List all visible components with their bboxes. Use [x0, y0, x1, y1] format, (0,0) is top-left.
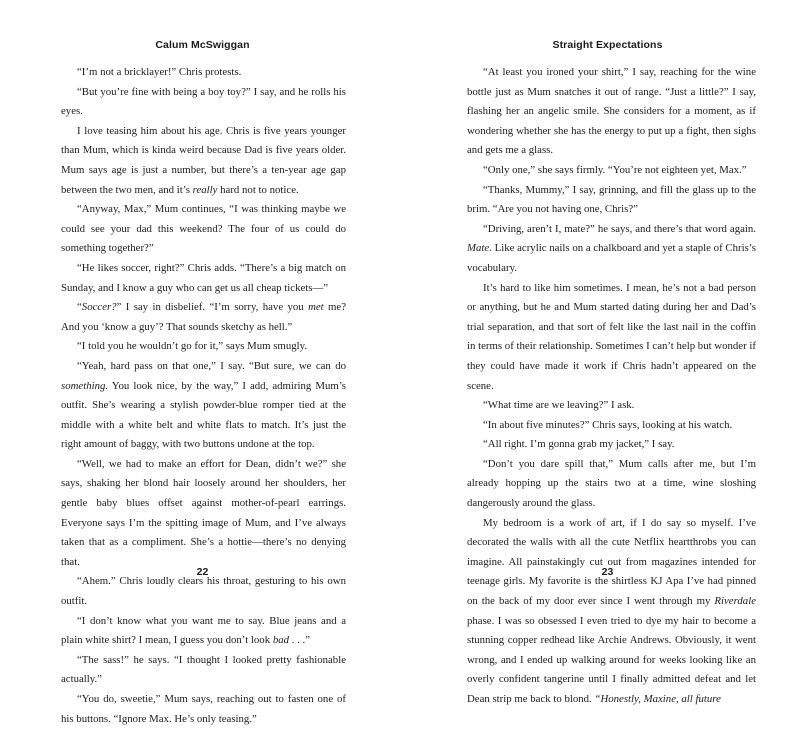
italic-text: Mate.: [467, 242, 492, 255]
body-paragraph: [61, 651, 346, 690]
body-paragraph: [61, 259, 346, 298]
text-run: “But you’re fine with being a boy toy?” I say, and he rolls his eyes.: [61, 85, 346, 118]
body-paragraph: [467, 181, 756, 220]
italic-text: bad: [272, 634, 290, 647]
body-paragraph: [61, 357, 346, 455]
body-paragraph: [467, 220, 756, 279]
body-paragraph: [61, 200, 346, 259]
body-paragraph: [61, 337, 346, 357]
text-run: “Well, we had to make an effort for Dean, didn’t we?” she says, shaking her blond hair loosely around her shoulders, her gentle baby blues offset against mother-of-pearl earrings. Everyone says I’m the spitting image of Mum, and I’ve always taken that as a compliment. She’s a hottie—there’s no denying that.: [61, 457, 346, 568]
body-paragraph: [61, 690, 346, 729]
text-run: Like acrylic nails on a chalkboard and yet a staple of Chris’s vocabulary.: [467, 242, 756, 274]
running-head-title: Straight Expectations: [552, 39, 663, 51]
italic-text: Soccer?: [81, 301, 117, 314]
text-run: “Driving, aren’t I, mate?” he says, and there’s that word again.: [483, 222, 756, 235]
body-paragraph: [467, 279, 756, 397]
body-paragraph: [467, 455, 756, 514]
body-paragraph: [467, 396, 756, 416]
body-paragraph: [61, 572, 346, 611]
italic-text: Riverdale: [714, 595, 756, 608]
italic-text: something.: [61, 379, 109, 392]
text-run: My bedroom is a work of art, if I do say so myself. I’ve decorated the walls with all the cute Netflix heartthrobs you can imagine. All painstakingly cut out from magazines intended for teenage girls. My favorite is the shirtless KJ Apa I’ve had pinned on the back of my door ever since I went through my: [467, 516, 756, 608]
body-paragraph: [467, 514, 756, 710]
text-run: “Yeah, hard pass on that one,” I say. “But sure, we can do: [77, 359, 346, 372]
text-run: “In about five minutes?” Chris says, looking at his watch.: [483, 418, 733, 431]
body-paragraph: [467, 416, 756, 436]
text-run: hard not to notice.: [217, 183, 299, 196]
text-run: “He likes soccer, right?” Chris adds. “There’s a big match on Sunday, and I know a guy who can get us all cheap tickets—”: [61, 261, 346, 294]
text-run: “Only one,” she says firmly. “You’re not eighteen yet, Max.”: [483, 163, 747, 176]
text-run: me? And you ‘know a guy’? That sounds sketchy as hell.”: [61, 301, 347, 333]
text-run: . . .”: [289, 634, 311, 647]
body-paragraph: [61, 63, 346, 83]
running-head-author: Calum McSwiggan: [155, 39, 250, 51]
left-page-body: [61, 63, 346, 729]
italic-text: “Honestly, Maxine, all future: [594, 693, 721, 705]
body-paragraph: [467, 161, 756, 181]
text-run: “: [77, 301, 82, 314]
text-run: I love teasing him about his age. Chris is five years younger than Mum, which is kinda weird because Dad is five years older. Mum says age is just a number, but there’s a ten-year age gap between the two men, and it’s: [61, 124, 346, 196]
text-run: “At least you ironed your shirt,” I say, reaching for the wine bottle just as Mum snatches it out of range. “Just a little?” I say, flashing her an angelic smile. She considers for a moment, as if wondering whether she has the energy to put up a fight, then sighs and gets me a glass.: [467, 66, 756, 157]
right-page-body: [467, 63, 756, 710]
text-run: “You do, sweetie,” Mum says, reaching out to fasten one of his buttons. “Ignore Max. He’s only teasing.”: [61, 693, 346, 725]
text-run: ” I say in disbelief. “I’m sorry, have you: [116, 301, 309, 314]
text-run: “Ahem.” Chris loudly clears his throat, gesturing to his own outfit.: [61, 575, 346, 608]
text-run: “Anyway, Max,” Mum continues, “I was thinking maybe we could see your dad this weekend? The four of us could do something together?”: [61, 203, 346, 255]
right-page: [405, 0, 810, 705]
body-paragraph: [61, 83, 346, 122]
italic-text: really: [192, 183, 218, 196]
body-paragraph: [61, 455, 346, 573]
text-run: It’s hard to like him sometimes. I mean, he’s not a bad person or anything, but he and Mum started dating during her and Dad’s trial separation, and that sort of felt like the last nail in the coffin in terms of their relationship. Sometimes I can’t help but wonder if they could have made it work if Chris hadn’t appeared on the scene.: [467, 281, 756, 392]
text-run: “Don’t you dare spill that,” Mum calls after me, but I’m already hopping up the stairs two at a time, wine sloshing dangerously around the glass.: [467, 457, 756, 510]
text-run: “I’m not a bricklayer!” Chris protests.: [77, 66, 242, 78]
text-run: “The sass!” he says. “I thought I looked pretty fashionable actually.”: [61, 653, 346, 686]
body-paragraph: [467, 435, 756, 455]
text-run: “All right. I’m gonna grab my jacket,” I say.: [483, 438, 675, 451]
body-paragraph: [61, 298, 346, 337]
text-run: You look nice, by the way,” I add, admiring Mum’s outfit. She’s wearing a stylish powder-blue romper tied at the middle with a white belt and white flats to match. It’s just the right amount of baggy, with two buttons undone at the top.: [61, 379, 346, 451]
body-paragraph: [61, 122, 346, 200]
text-run: “I don’t know what you want me to say. Blue jeans and a plain white shirt? I mean, I guess you don’t look: [61, 614, 346, 647]
page-number-right: 23: [601, 566, 614, 578]
body-paragraph: [61, 612, 346, 651]
text-run: phase. I was so obsessed I even tried to dye my hair to become a stunning copper redhead like Archie Andrews. Obviously, it went wrong, and I ended up walking around for weeks looking like an overly confident tangerine until I finally admitted defeat and let Dean strip me back to blond.: [467, 614, 756, 705]
left-page: [0, 0, 405, 725]
text-run: “I told you he wouldn’t go for it,” says Mum smugly.: [77, 340, 308, 353]
text-run: “What time are we leaving?” I ask.: [483, 399, 635, 412]
body-paragraph: [467, 63, 756, 161]
text-run: “Thanks, Mummy,” I say, grinning, and fill the glass up to the brim. “Are you not having one, Chris?”: [467, 183, 756, 216]
page-number-left: 22: [196, 566, 209, 578]
italic-text: met: [308, 301, 324, 314]
